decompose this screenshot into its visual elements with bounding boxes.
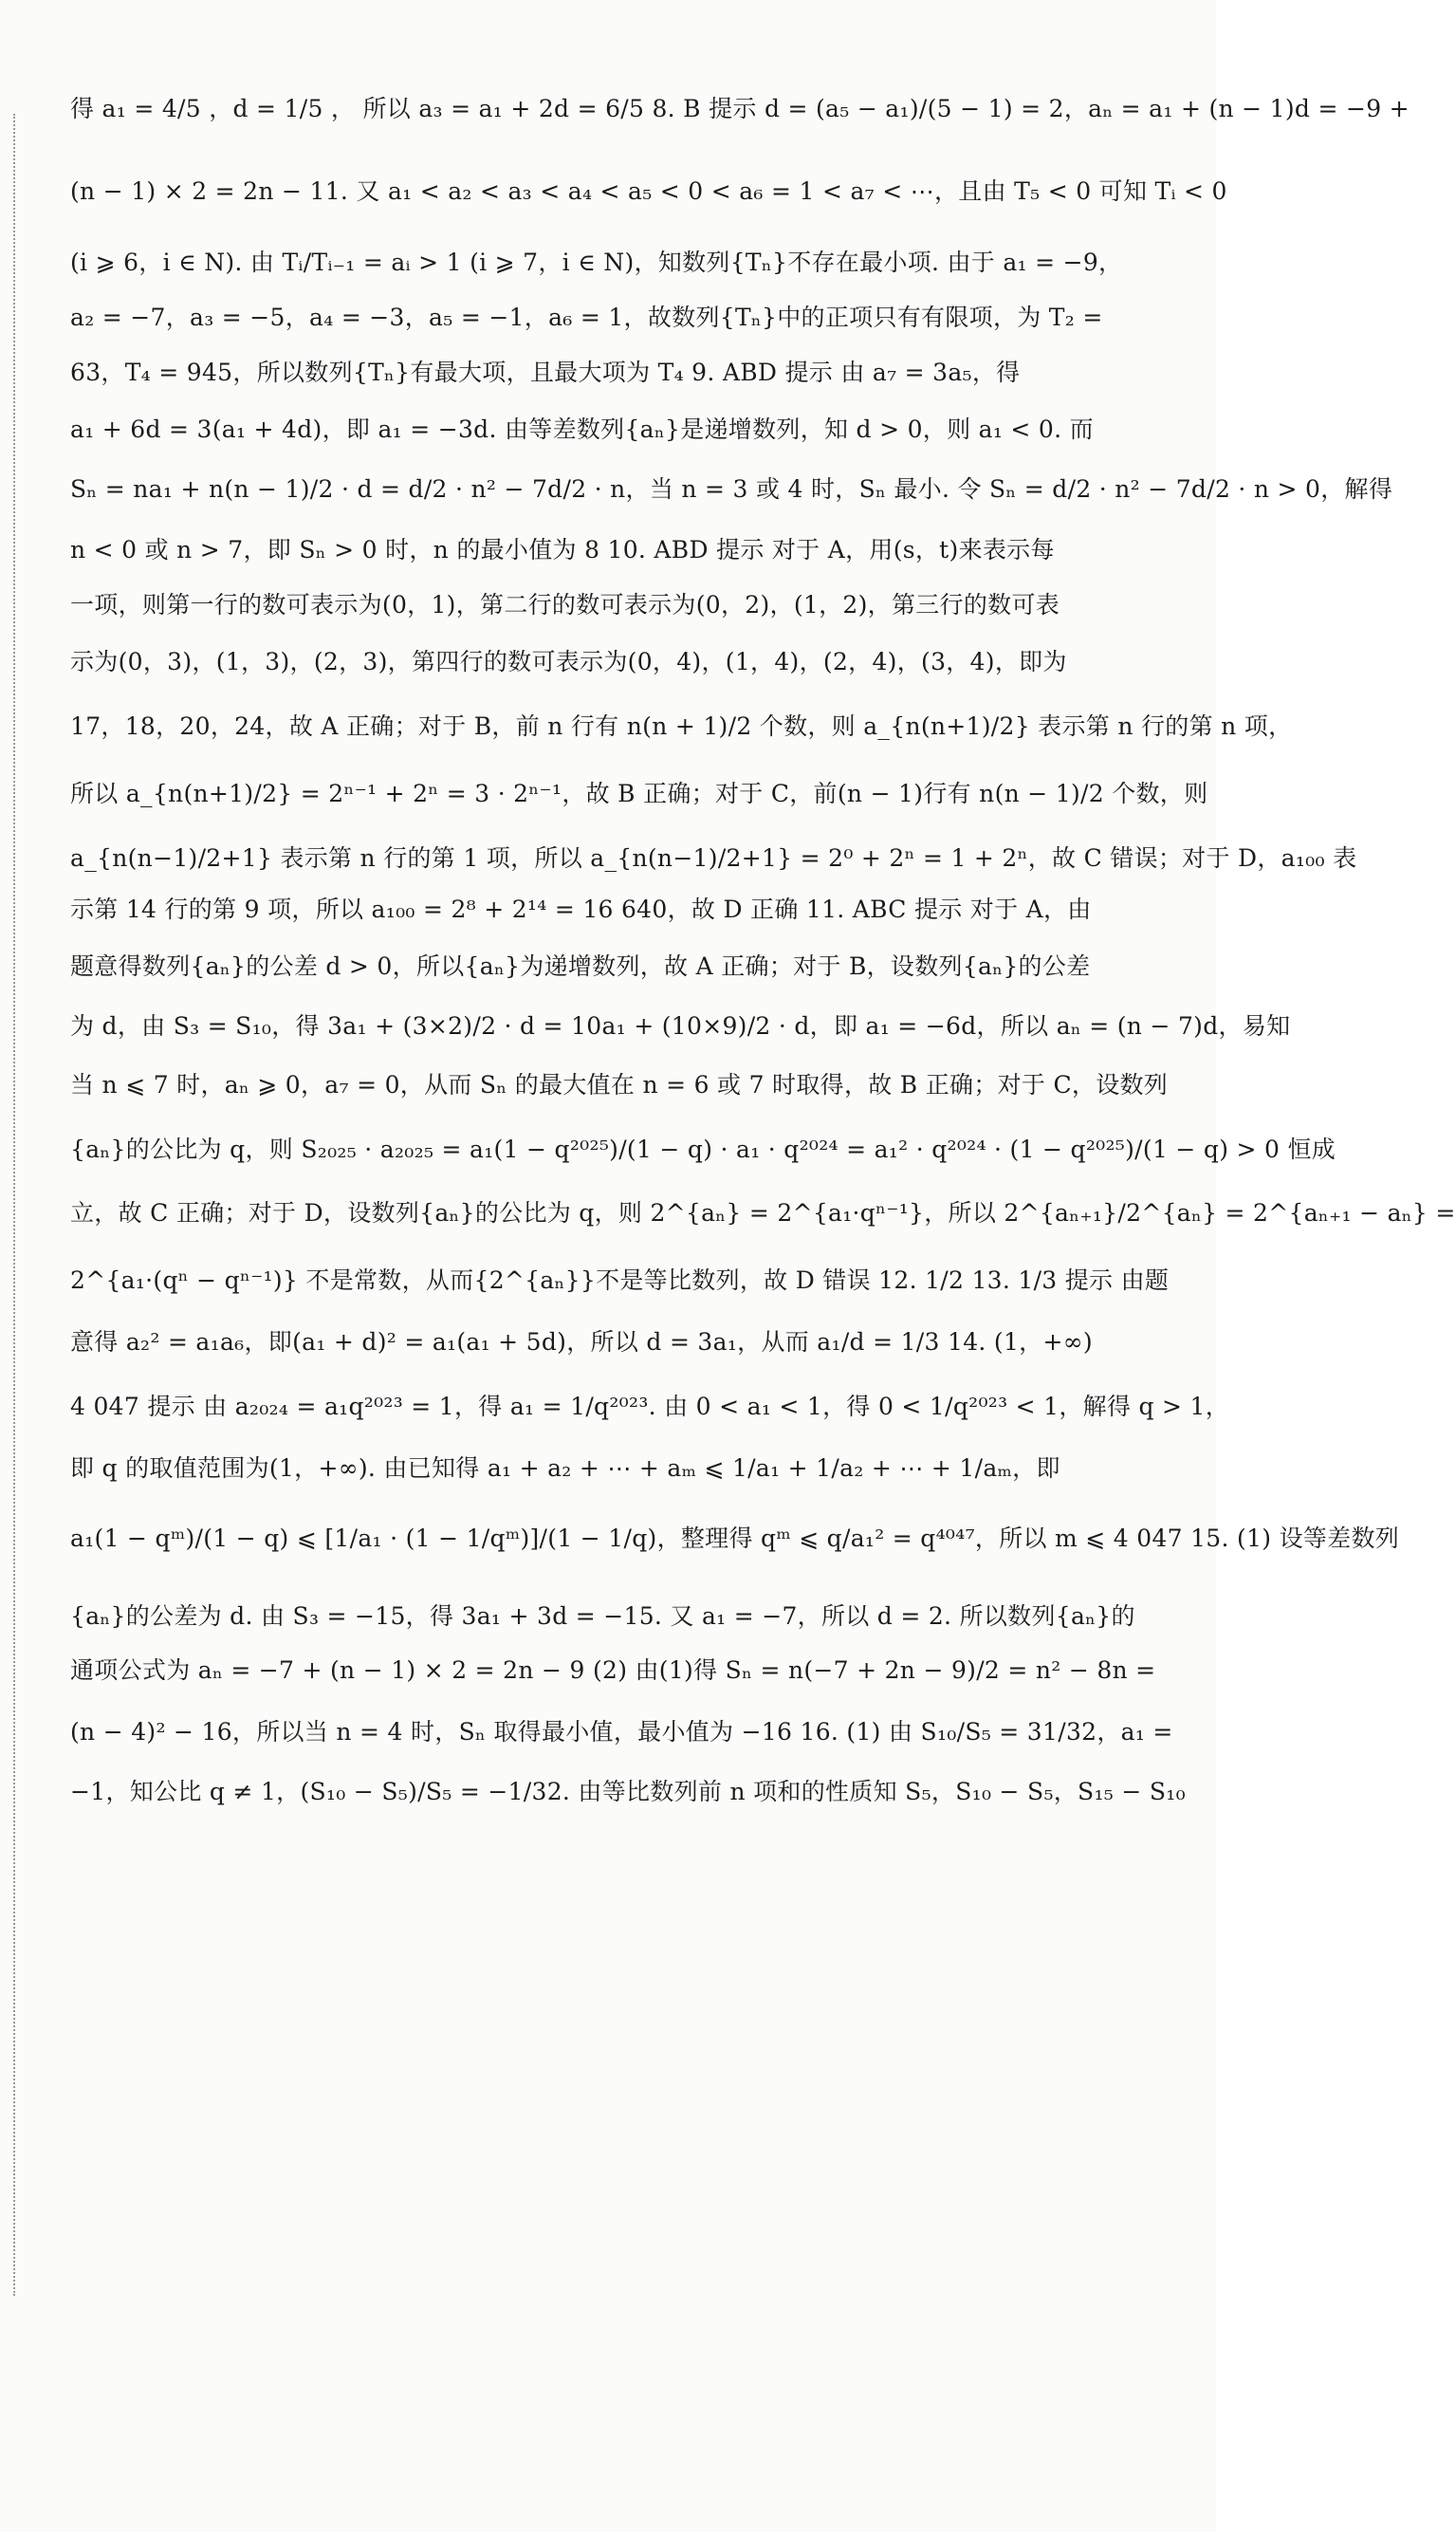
- text-line: 一项，则第一行的数可表示为(0，1)，第二行的数可表示为(0，2)，(1，2)，第三行的数可表: [70, 591, 1060, 619]
- text-line: 63，T₄ = 945，所以数列{Tₙ}有最大项，且最大项为 T₄ 9. ABD 提示 由 a₇ = 3a₅，得: [70, 359, 1021, 386]
- text-line: 所以 a_{n(n+1)/2} = 2ⁿ⁻¹ + 2ⁿ = 3 · 2ⁿ⁻¹，故 B 正确；对于 C，前(n − 1)行有 n(n − 1)/2 个数，则: [70, 780, 1208, 807]
- text-line: (i ⩾ 6，i ∈ N). 由 Tᵢ/Tᵢ₋₁ = aᵢ > 1 (i ⩾ 7，i ∈ N)，知数列{Tₙ}不存在最小项. 由于 a₁ = −9，: [70, 249, 1123, 276]
- text-line: a₁ + 6d = 3(a₁ + 4d)，即 a₁ = −3d. 由等差数列{aₙ}是递增数列，知 d > 0，则 a₁ < 0. 而: [70, 416, 1094, 443]
- text-line: 17，18，20，24，故 A 正确；对于 B，前 n 行有 n(n + 1)/2 个数，则 a_{n(n+1)/2} 表示第 n 行的第 n 项，: [70, 712, 1293, 740]
- text-line: 通项公式为 aₙ = −7 + (n − 1) × 2 = 2n − 9 (2) 由(1)得 Sₙ = n(−7 + 2n − 9)/2 = n² − 8n =: [70, 1656, 1156, 1684]
- text-line: 为 d，由 S₃ = S₁₀，得 3a₁ + (3×2)/2 · d = 10a₁ + (10×9)/2 · d，即 a₁ = −6d，所以 aₙ = (n − 7)d，易知: [70, 1012, 1291, 1040]
- text-line: 即 q 的取值范围为(1，+∞). 由已知得 a₁ + a₂ + ⋯ + aₘ ⩽ 1/a₁ + 1/a₂ + ⋯ + 1/aₘ，即: [70, 1454, 1060, 1482]
- text-line: −1，知公比 q ≠ 1，(S₁₀ − S₅)/S₅ = −1/32. 由等比数列前 n 项和的性质知 S₅，S₁₀ − S₅，S₁₅ − S₁₀: [70, 1778, 1186, 1805]
- text-line: (n − 1) × 2 = 2n − 11. 又 a₁ < a₂ < a₃ < a₄ < a₅ < 0 < a₆ = 1 < a₇ < ⋯，且由 T₅ < 0 可知 Tᵢ < 0: [70, 177, 1227, 205]
- text-line: 立，故 C 正确；对于 D，设数列{aₙ}的公比为 q，则 2^{aₙ} = 2^{a₁·qⁿ⁻¹}，所以 2^{aₙ₊₁}/2^{aₙ} = 2^{aₙ₊₁ − aₙ} =: [70, 1199, 1456, 1227]
- text-line: {aₙ}的公比为 q，则 S₂₀₂₅ · a₂₀₂₅ = a₁(1 − q²⁰²⁵)/(1 − q) · a₁ · q²⁰²⁴ = a₁² · q²⁰²⁴ · (1 − q²⁰²⁵)/(1 − q) > 0 恒成: [70, 1136, 1336, 1163]
- text-line: a₁(1 − qᵐ)/(1 − q) ⩽ [1/a₁ · (1 − 1/qᵐ)]/(1 − 1/q)，整理得 qᵐ ⩽ q/a₁² = q⁴⁰⁴⁷，所以 m ⩽ 4 047 15. (1) 设等差数列: [70, 1525, 1400, 1552]
- text-line: 意得 a₂² = a₁a₆，即(a₁ + d)² = a₁(a₁ + 5d)，所以 d = 3a₁，从而 a₁/d = 1/3 14. (1，+∞): [70, 1328, 1093, 1356]
- text-line: a_{n(n−1)/2+1} 表示第 n 行的第 1 项，所以 a_{n(n−1)/2+1} = 2⁰ + 2ⁿ = 1 + 2ⁿ，故 C 错误；对于 D，a₁₀₀ 表: [70, 844, 1357, 872]
- text-line: (n − 4)² − 16，所以当 n = 4 时，Sₙ 取得最小值，最小值为 −16 16. (1) 由 S₁₀/S₅ = 31/32，a₁ =: [70, 1718, 1173, 1746]
- text-line: 4 047 提示 由 a₂₀₂₄ = a₁q²⁰²³ = 1，得 a₁ = 1/q²⁰²³. 由 0 < a₁ < 1，得 0 < 1/q²⁰²³ < 1，解得 q > 1，: [70, 1393, 1230, 1420]
- text-line: 题意得数列{aₙ}的公差 d > 0，所以{aₙ}为递增数列，故 A 正确；对于 B，设数列{aₙ}的公差: [70, 952, 1091, 980]
- text-line: a₂ = −7，a₃ = −5，a₄ = −3，a₅ = −1，a₆ = 1，故数列{Tₙ}中的正项只有有限项，为 T₂ =: [70, 304, 1103, 331]
- text-line: {aₙ}的公差为 d. 由 S₃ = −15，得 3a₁ + 3d = −15. 又 a₁ = −7，所以 d = 2. 所以数列{aₙ}的: [70, 1602, 1135, 1630]
- text-line: n < 0 或 n > 7，即 Sₙ > 0 时，n 的最小值为 8 10. ABD 提示 对于 A，用(s，t)来表示每: [70, 536, 1055, 564]
- text-line: 示第 14 行的第 9 项，所以 a₁₀₀ = 2⁸ + 2¹⁴ = 16 640，故 D 正确 11. ABC 提示 对于 A，由: [70, 896, 1092, 923]
- dotted-margin-rule: [13, 114, 15, 2296]
- text-line: 示为(0，3)，(1，3)，(2，3)，第四行的数可表示为(0，4)，(1，4)，(2，4)，(3，4)，即为: [70, 648, 1067, 675]
- text-line: 得 a₁ = 4/5 ，d = 1/5 ， 所以 a₃ = a₁ + 2d = 6/5 8. B 提示 d = (a₅ − a₁)/(5 − 1) = 2，aₙ = a₁ + (n − 1)d = −9 +: [70, 95, 1410, 122]
- text-line: Sₙ = na₁ + n(n − 1)/2 · d = d/2 · n² − 7d/2 · n，当 n = 3 或 4 时，Sₙ 最小. 令 Sₙ = d/2 · n² − 7d/2 · n > 0，解得: [70, 475, 1393, 503]
- text-line: 当 n ⩽ 7 时，aₙ ⩾ 0，a₇ = 0，从而 Sₙ 的最大值在 n = 6 或 7 时取得，故 B 正确；对于 C，设数列: [70, 1071, 1169, 1099]
- text-line: 2^{a₁·(qⁿ − qⁿ⁻¹)} 不是常数，从而{2^{aₙ}}不是等比数列，故 D 错误 12. 1/2 13. 1/3 提示 由题: [70, 1266, 1170, 1294]
